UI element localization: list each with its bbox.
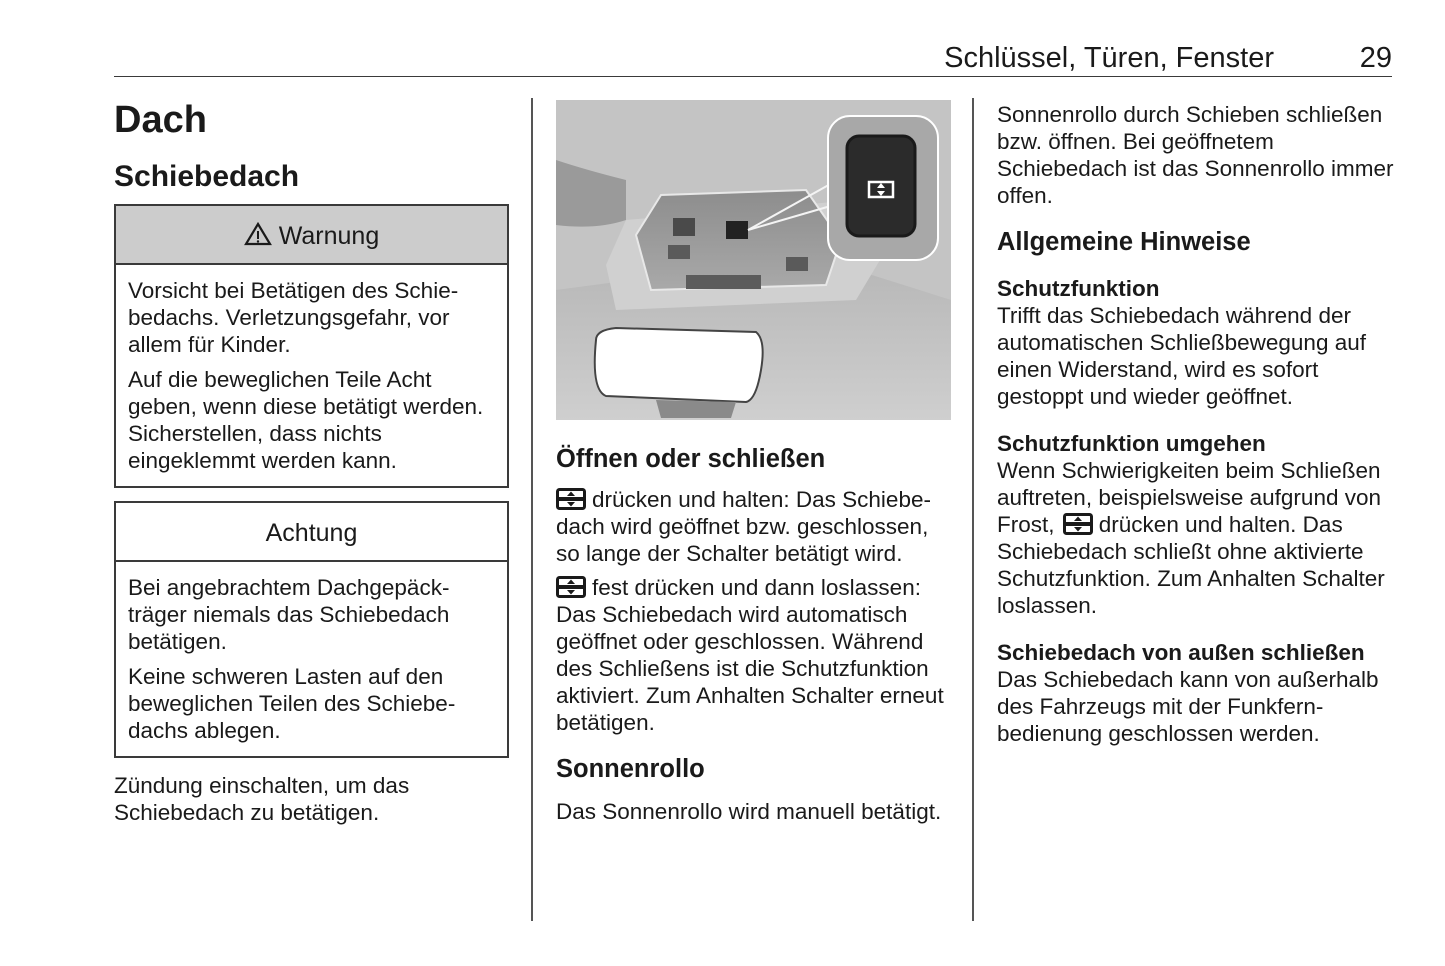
topic-title: Schutzfunktion bbox=[997, 276, 1160, 301]
body-paragraph: Sonnenrollo durch Schieben schließen bzw. öffnen. Bei geöffnetem Schiebedach ist das Sonnenrollo immer offen. bbox=[997, 102, 1394, 208]
section-heading: Dach bbox=[114, 99, 207, 141]
caution-paragraph: Bei angebrachtem Dachgepäckträger niemals das Schiebedach betätigen. bbox=[128, 575, 450, 654]
caution-box-body bbox=[116, 562, 507, 756]
warning-box bbox=[114, 204, 509, 488]
warning-paragraph: Vorsicht bei Betätigen des Schiebedachs. Verletzungsgefahr, vor allem für Kinder. bbox=[128, 278, 459, 357]
topic-title: Schutzfunktion umgehen bbox=[997, 431, 1266, 456]
body-paragraph: Wenn Schwierigkeiten beim Schließen auftreten, beispielsweise aufgrund von Frost, drücken und halten. Das Schiebedach schließt ohne aktivierte Schutzfunktion. Zum Anhalten Schalter loslassen. bbox=[997, 458, 1385, 618]
chapter-title: Schlüssel, Türen, Fenster bbox=[944, 42, 1274, 74]
sunroof-switch-icon bbox=[556, 488, 586, 510]
sunroof-switch-icon bbox=[1063, 513, 1093, 535]
column-2 bbox=[556, 100, 956, 825]
caution-box-header: Achtung bbox=[116, 503, 507, 562]
body-paragraph: Zündung einschalten, um das Schiebedach zu betätigen. bbox=[114, 773, 410, 825]
page-header bbox=[114, 38, 1392, 77]
subsection-heading: Allgemeine Hinweise bbox=[997, 228, 1251, 256]
body-paragraph: Das Sonnenrollo wird manuell betätigt. bbox=[556, 799, 942, 824]
column-divider bbox=[972, 98, 974, 921]
overhead-console-illustration bbox=[556, 100, 951, 420]
column-divider bbox=[531, 98, 533, 921]
body-paragraph: Trifft das Schiebedach während der automatischen Schließbewegung auf einen Widerstand, wird es sofort gestoppt und wieder geöffnet. bbox=[997, 303, 1366, 409]
warning-paragraph: Auf die beweglichen Teile Acht geben, wenn diese betätigt werden. Sicherstellen, dass nichts eingeklemmt werden kann. bbox=[128, 367, 484, 473]
body-paragraph: fest drücken und dann loslassen: Das Schiebedach wird automatisch geöffnet oder geschlossen. Während des Schließens ist die Schutzfunktion aktiviert. Zum Anhalten Schalter erneut betätigen. bbox=[556, 575, 944, 735]
warning-triangle-icon bbox=[244, 222, 279, 250]
subsection-heading: Öffnen oder schließen bbox=[556, 445, 826, 473]
subsection-heading: Sonnenrollo bbox=[556, 755, 705, 783]
topic-title: Schiebedach von außen schließen bbox=[997, 640, 1365, 665]
column-1 bbox=[114, 98, 509, 826]
body-paragraph: Das Schiebedach kann von außerhalb des Fahrzeugs mit der Funkfernbedienung geschlossen werden. bbox=[997, 667, 1379, 746]
caution-box bbox=[114, 501, 509, 758]
body-paragraph: drücken und halten: Das Schiebedach wird geöffnet bzw. geschlossen, so lange der Schalter betätigt wird. bbox=[556, 487, 931, 566]
warning-box-body bbox=[116, 265, 507, 486]
page-number: 29 bbox=[1359, 42, 1392, 74]
sunroof-switch-icon bbox=[556, 576, 586, 598]
warning-title: Warnung bbox=[278, 222, 380, 250]
column-3 bbox=[997, 101, 1397, 747]
subsection-heading: Schiebedach bbox=[114, 160, 300, 193]
warning-box-header bbox=[116, 206, 507, 265]
caution-paragraph: Keine schweren Lasten auf den beweglichen Teilen des Schiebedachs ablegen. bbox=[128, 664, 456, 743]
